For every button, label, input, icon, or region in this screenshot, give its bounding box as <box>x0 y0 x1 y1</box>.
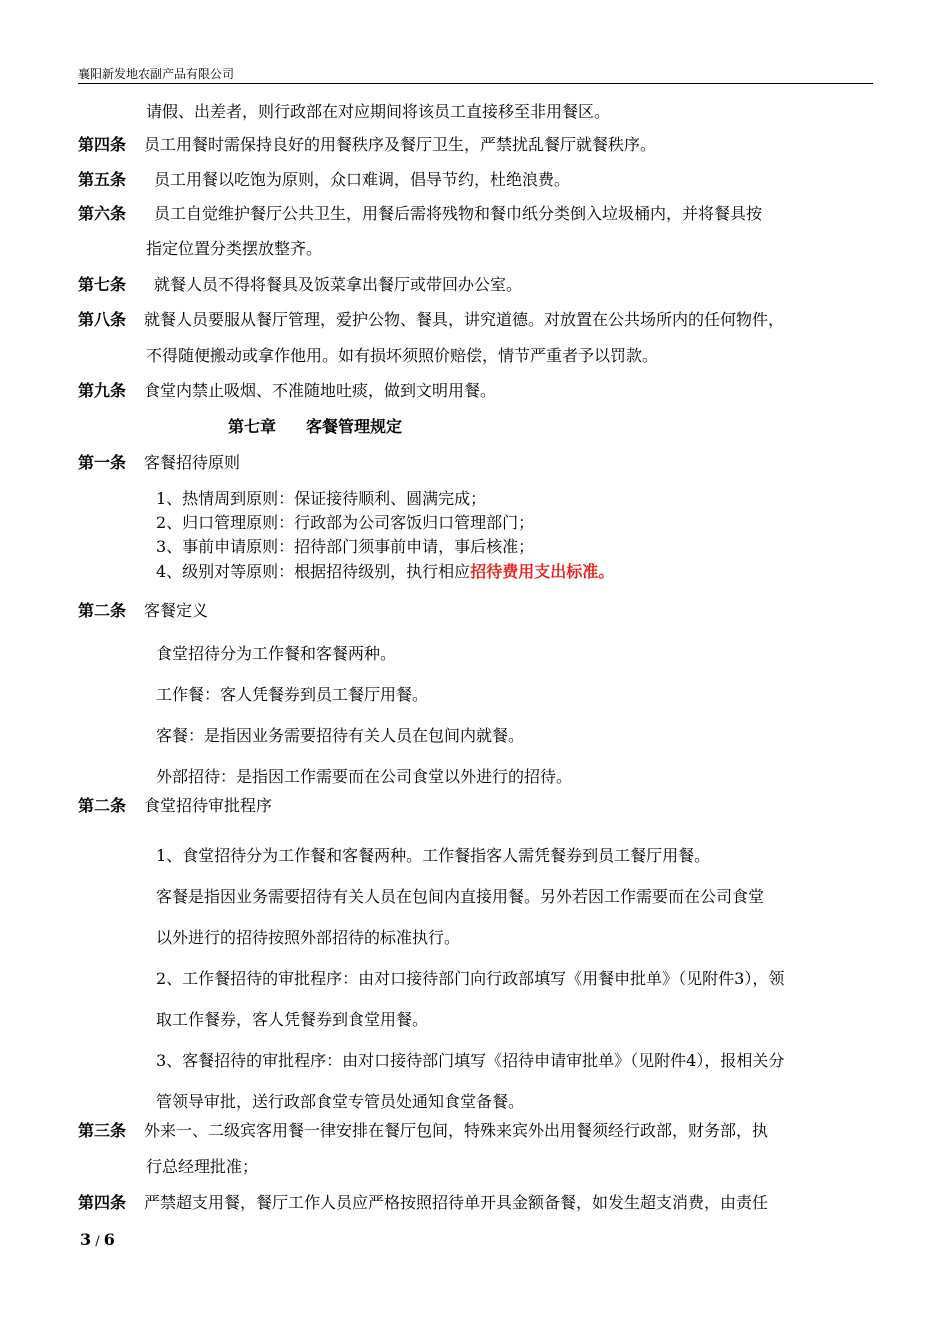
article-text: 食堂内禁止吸烟、不准随地吐痰，做到文明用餐。 <box>144 381 497 400</box>
paragraph-line: 取工作餐券，客人凭餐券到食堂用餐。 <box>156 1010 429 1029</box>
article-b3 <box>78 795 878 817</box>
article-text: 就餐人员要服从餐厅管理，爱护公物、餐具，讲究道德。对放置在公共场所内的任何物件， <box>144 310 785 329</box>
article-label: 第二条 <box>78 601 127 620</box>
highlight-text: 招待费用支出标准 <box>470 562 599 581</box>
chapter-title: 客餐管理规定 <box>306 417 403 436</box>
article-label: 第二条 <box>78 796 127 815</box>
article-label: 第三条 <box>78 1121 127 1140</box>
article-b5 <box>78 1192 878 1214</box>
list-item: 3、事前申请原则：招待部门须事前申请，事后核准； <box>156 537 535 556</box>
article-9 <box>78 380 878 402</box>
article-b1 <box>78 452 878 474</box>
article-label: 第九条 <box>78 381 127 400</box>
highlight-punct: 。 <box>598 562 615 581</box>
article-b4 <box>78 1120 878 1142</box>
paragraph-line: 客餐是指因业务需要招待有关人员在包间内直接用餐。另外若因工作需要而在公司食堂 <box>156 887 765 906</box>
article-text: 食堂招待审批程序 <box>144 796 273 815</box>
article-label: 第六条 <box>78 204 127 223</box>
total-pages: 6 <box>103 1230 115 1249</box>
paragraph-line: 1、食堂招待分为工作餐和客餐两种。工作餐指客人需凭餐券到员工餐厅用餐。 <box>156 846 711 865</box>
article-text: 员工用餐时需保持良好的用餐秩序及餐厅卫生，严禁扰乱餐厅就餐秩序。 <box>144 135 657 154</box>
list-item <box>78 561 950 583</box>
list-item-text: 4、级别对等原则：根据招待级别，执行相应 <box>156 562 471 581</box>
article-text: 员工自觉维护餐厅公共卫生，用餐后需将残物和餐巾纸分类倒入垃圾桶内，并将餐具按 <box>154 204 763 223</box>
paragraph-line: 工作餐：客人凭餐券到员工餐厅用餐。 <box>156 685 429 704</box>
article-7 <box>78 274 878 296</box>
article-4 <box>78 134 878 156</box>
paragraph-line: 食堂招待分为工作餐和客餐两种。 <box>156 644 397 663</box>
paragraph-line: 外部招待：是指因工作需要而在公司食堂以外进行的招待。 <box>156 767 573 786</box>
current-page: 3 <box>80 1230 92 1249</box>
document-header: 襄阳新发地农副产品有限公司 <box>78 66 873 84</box>
article-8 <box>78 309 878 331</box>
paragraph-line: 2、工作餐招待的审批程序：由对口接待部门向行政部填写《用餐申批单》（见附件3），领 <box>156 969 785 988</box>
page-separator: / <box>91 1234 104 1249</box>
article-text: 客餐招待原则 <box>144 453 241 472</box>
list-item: 2、归口管理原则：行政部为公司客饭归口管理部门； <box>156 513 535 532</box>
paragraph-line: 指定位置分类摆放整齐。 <box>146 239 323 258</box>
paragraph-line: 不得随便搬动或拿作他用。如有损坏须照价赔偿，情节严重者予以罚款。 <box>146 346 659 365</box>
paragraph-line: 请假、出差者，则行政部在对应期间将该员工直接移至非用餐区。 <box>146 102 611 121</box>
list-item: 1、热情周到原则：保证接待顺利、圆满完成； <box>156 489 487 508</box>
article-6 <box>78 203 878 225</box>
article-text: 就餐人员不得将餐具及饭菜拿出餐厅或带回办公室。 <box>154 275 523 294</box>
chapter-number: 第七章 <box>228 417 277 436</box>
paragraph-line: 管领导审批，送行政部食堂专管员处通知食堂备餐。 <box>156 1092 525 1111</box>
article-label: 第一条 <box>78 453 127 472</box>
article-text: 外来一、二级宾客用餐一律安排在餐厅包间，特殊来宾外出用餐须经行政部，财务部，执 <box>144 1121 769 1140</box>
paragraph-line: 行总经理批准； <box>146 1157 259 1176</box>
paragraph-line: 客餐：是指因业务需要招待有关人员在包间内就餐。 <box>156 726 525 745</box>
article-text: 客餐定义 <box>144 601 209 620</box>
page-number <box>80 1230 115 1249</box>
article-label: 第八条 <box>78 310 127 329</box>
article-5 <box>78 169 878 191</box>
article-label: 第五条 <box>78 170 127 189</box>
chapter-heading <box>228 416 402 438</box>
article-text: 严禁超支用餐，餐厅工作人员应严格按照招待单开具金额备餐，如发生超支消费，由责任 <box>144 1193 769 1212</box>
paragraph-line: 以外进行的招待按照外部招待的标准执行。 <box>156 928 461 947</box>
article-text: 员工用餐以吃饱为原则，众口难调，倡导节约，杜绝浪费。 <box>154 170 571 189</box>
article-b2 <box>78 600 878 622</box>
article-label: 第四条 <box>78 1193 127 1212</box>
paragraph-line: 3、客餐招待的审批程序：由对口接待部门填写《招待申请审批单》（见附件4），报相关分 <box>156 1051 785 1070</box>
article-label: 第七条 <box>78 275 127 294</box>
article-label: 第四条 <box>78 135 127 154</box>
